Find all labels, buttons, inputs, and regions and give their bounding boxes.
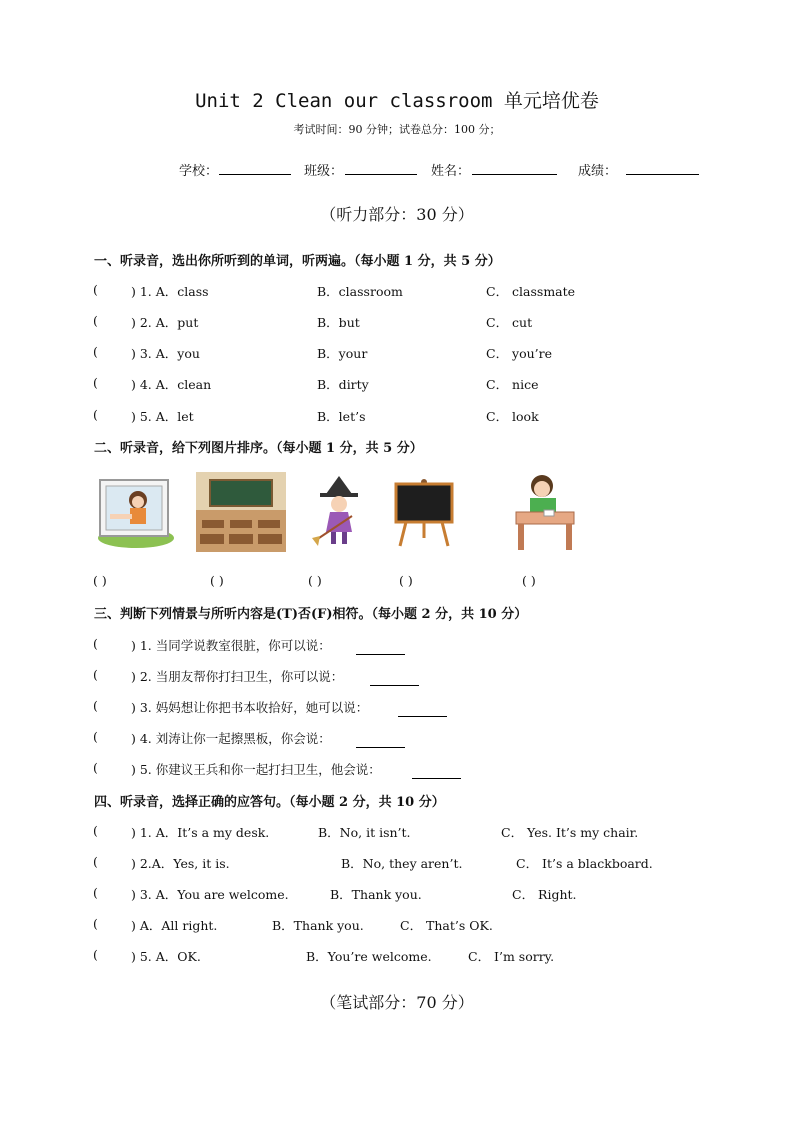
listening-part-title: （听力部分：30 分） (320, 205, 474, 224)
section1-title: 一、听录音，选出你所听到的单词，听两遍。（每小题 1 分，共 5 分） (94, 254, 501, 269)
answer-paren[interactable]: ( (93, 698, 98, 713)
answer-paren[interactable]: ( ) (522, 573, 536, 588)
answer-paren[interactable]: ( (93, 916, 98, 931)
answer-paren[interactable]: ( (93, 854, 98, 869)
answer-paren[interactable]: ( (93, 407, 98, 422)
option-b: B．but (317, 315, 360, 330)
option-b: B．classroom (317, 284, 403, 299)
list-item: ) 4. A．clean (131, 377, 212, 392)
list-item: ) 3. 妈妈想让你把书本收拾好，她可以说： (131, 700, 369, 715)
school-field[interactable] (219, 160, 291, 175)
option-c: C． cut (486, 315, 533, 330)
option-c: C． That’s OK. (400, 918, 493, 933)
list-item: ) 1. 当同学说教室很脏，你可以说： (131, 638, 331, 653)
option-c: C． It’s a blackboard. (516, 856, 653, 871)
list-item: ) 2. 当朋友帮你打扫卫生，你可以说： (131, 669, 344, 684)
option-a: ) 1. A．It’s a my desk. (131, 825, 270, 840)
option-c: C． Yes. It’s my chair. (501, 825, 639, 840)
option-b: B．dirty (317, 377, 369, 392)
answer-blank[interactable] (356, 636, 405, 655)
answer-paren[interactable]: ( (93, 947, 98, 962)
option-c: C． classmate (486, 284, 576, 299)
option-a: ) 5. A．OK. (131, 949, 201, 964)
option-a: ) A．All right. (131, 918, 218, 933)
list-item: ) 3. A．you (131, 346, 200, 361)
section3-title: 三、判断下列情景与所听内容是(T)否(F)相符。（每小题 2 分，共 10 分） (94, 607, 528, 622)
option-c: C． look (486, 409, 539, 424)
option-a: ) 2.A．Yes, it is. (131, 856, 230, 871)
section2-title: 二、听录音，给下列图片排序。（每小题 1 分，共 5 分） (94, 441, 423, 456)
answer-paren[interactable]: ( (93, 636, 98, 651)
option-a: ) 3. A．You are welcome. (131, 887, 289, 902)
exam-info: 考试时间：90 分钟；试卷总分：100 分； (293, 123, 501, 136)
option-b: B．let’s (317, 409, 366, 424)
class-label: 班级： (304, 164, 344, 179)
answer-paren[interactable]: ( (93, 667, 98, 682)
girl-window-picture (94, 470, 176, 552)
option-c: C． you’re (486, 346, 553, 361)
option-b: B．Thank you. (272, 918, 364, 933)
answer-paren[interactable]: ( (93, 823, 98, 838)
witch-girl-picture (312, 476, 366, 548)
classroom-picture (196, 472, 286, 552)
section4-title: 四、听录音，选择正确的应答句。（每小题 2 分，共 10 分） (94, 795, 445, 810)
name-label: 姓名： (431, 164, 471, 179)
written-part-title: （笔试部分：70 分） (320, 993, 474, 1012)
score-field[interactable] (626, 160, 699, 175)
option-b: B．your (317, 346, 368, 361)
answer-blank[interactable] (370, 667, 419, 686)
option-b: B．No, they aren’t. (341, 856, 463, 871)
answer-paren[interactable]: ( (93, 344, 98, 359)
answer-paren[interactable]: ( ) (93, 573, 107, 588)
answer-blank[interactable] (398, 698, 447, 717)
option-c: C． I’m sorry. (468, 949, 555, 964)
answer-blank[interactable] (412, 760, 461, 779)
school-label: 学校： (179, 164, 219, 179)
list-item: ) 5. A．let (131, 409, 194, 424)
option-b: B．You’re welcome. (306, 949, 432, 964)
option-c: C． nice (486, 377, 539, 392)
page-title: Unit 2 Clean our classroom 单元培优卷 (195, 90, 599, 112)
answer-paren[interactable]: ( (93, 729, 98, 744)
answer-paren[interactable]: ( ) (308, 573, 322, 588)
easel-blackboard-picture (394, 478, 454, 548)
answer-paren[interactable]: ( (93, 760, 98, 775)
answer-paren[interactable]: ( ) (399, 573, 413, 588)
list-item: ) 1. A．class (131, 284, 209, 299)
score-label: 成绩： (578, 164, 618, 179)
list-item: ) 5. 你建议王兵和你一起打扫卫生，他会说： (131, 762, 381, 777)
answer-paren[interactable]: ( (93, 885, 98, 900)
boy-cleaning-desk-picture (508, 472, 580, 554)
list-item: ) 2. A．put (131, 315, 199, 330)
answer-paren[interactable]: ( (93, 282, 98, 297)
list-item: ) 4. 刘涛让你一起擦黑板，你会说： (131, 731, 331, 746)
answer-paren[interactable]: ( (93, 313, 98, 328)
option-b: B．Thank you. (330, 887, 422, 902)
name-field[interactable] (472, 160, 557, 175)
option-b: B．No, it isn’t. (318, 825, 411, 840)
answer-paren[interactable]: ( ) (210, 573, 224, 588)
answer-blank[interactable] (356, 729, 405, 748)
option-c: C． Right. (512, 887, 577, 902)
answer-paren[interactable]: ( (93, 375, 98, 390)
class-field[interactable] (345, 160, 417, 175)
